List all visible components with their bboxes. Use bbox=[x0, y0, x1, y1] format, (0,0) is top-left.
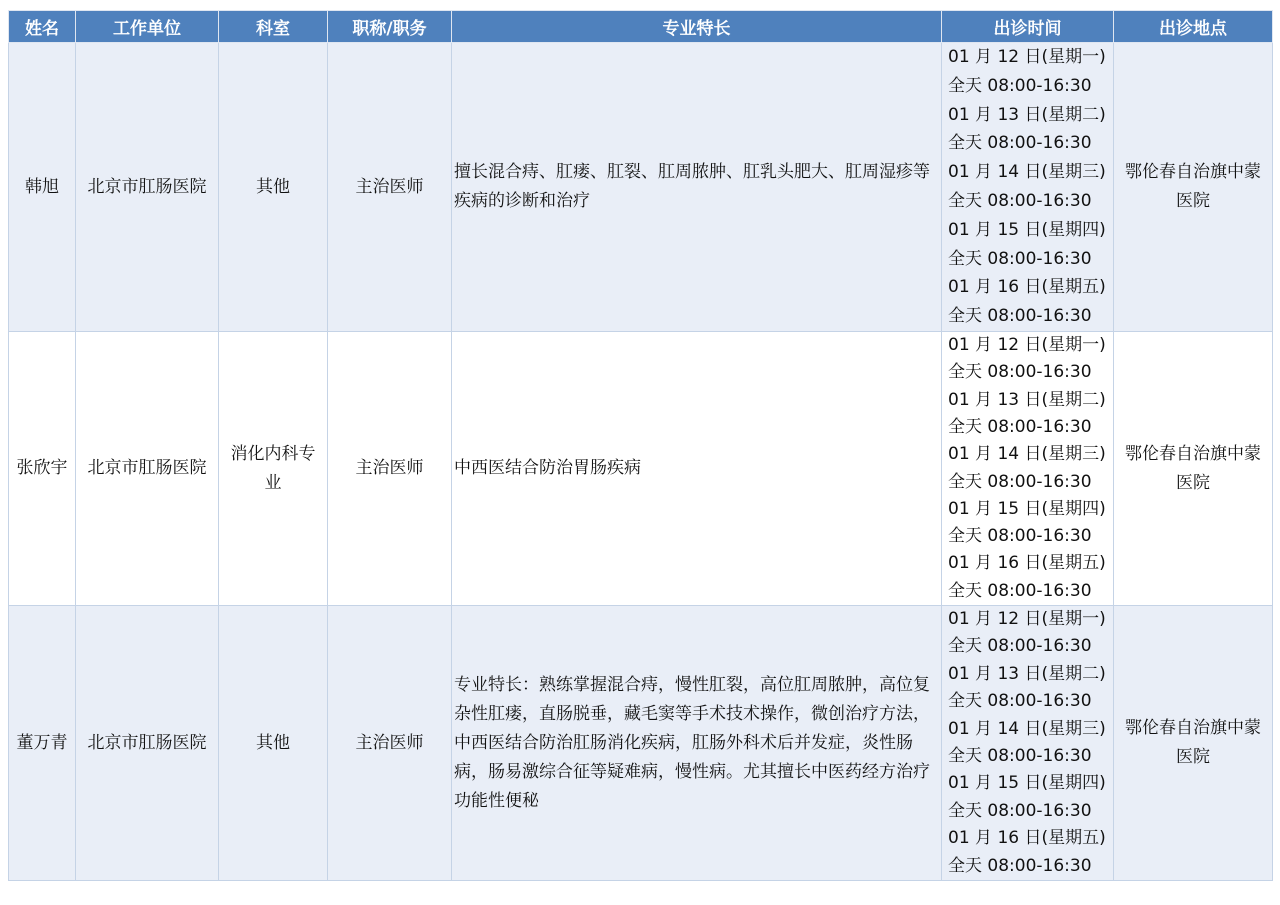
doctor-schedule-table-wrapper bbox=[8, 10, 1272, 881]
specialty: 中西医结合防治胃肠疾病 bbox=[452, 332, 942, 606]
header-name: 姓名 bbox=[9, 11, 76, 43]
job-title: 主治医师 bbox=[328, 43, 452, 332]
schedule-hours: 全天 08:00-16:30 bbox=[948, 471, 1092, 492]
header-specialty: 专业特长 bbox=[452, 11, 942, 43]
schedule-hours: 全天 08:00-16:30 bbox=[948, 691, 1092, 712]
schedule-hours: 全天 08:00-16:30 bbox=[948, 133, 1092, 154]
schedule-date: 01 月 15 日(星期四) bbox=[948, 773, 1106, 794]
doctor-name: 张欣宇 bbox=[9, 332, 76, 606]
schedule-hours: 全天 08:00-16:30 bbox=[948, 306, 1092, 327]
header-location: 出诊地点 bbox=[1114, 11, 1273, 43]
schedule-hours: 全天 08:00-16:30 bbox=[948, 636, 1092, 657]
schedule-date: 01 月 12 日(星期一) bbox=[948, 47, 1106, 68]
clinic-location: 鄂伦春自治旗中蒙医院 bbox=[1114, 606, 1273, 881]
doctor-name: 董万青 bbox=[9, 606, 76, 881]
doctor-name: 韩旭 bbox=[9, 43, 76, 332]
schedule-date: 01 月 13 日(星期二) bbox=[948, 663, 1106, 684]
specialty: 擅长混合痔、肛瘘、肛裂、肛周脓肿、肛乳头肥大、肛周湿疹等疾病的诊断和治疗 bbox=[452, 43, 942, 332]
department: 其他 bbox=[219, 606, 328, 881]
schedule-cell bbox=[942, 43, 1114, 332]
schedule-hours: 全天 08:00-16:30 bbox=[948, 362, 1092, 383]
work-unit: 北京市肛肠医院 bbox=[76, 332, 219, 606]
work-unit: 北京市肛肠医院 bbox=[76, 606, 219, 881]
schedule-hours: 全天 08:00-16:30 bbox=[948, 75, 1092, 96]
header-schedule: 出诊时间 bbox=[942, 11, 1114, 43]
schedule-date: 01 月 14 日(星期三) bbox=[948, 444, 1106, 465]
schedule-date: 01 月 12 日(星期一) bbox=[948, 335, 1106, 356]
schedule-hours: 全天 08:00-16:30 bbox=[948, 248, 1092, 269]
schedule-hours: 全天 08:00-16:30 bbox=[948, 526, 1092, 547]
header-title: 职称/职务 bbox=[328, 11, 452, 43]
schedule-date: 01 月 16 日(星期五) bbox=[948, 553, 1106, 574]
schedule-cell bbox=[942, 606, 1114, 881]
schedule-hours: 全天 08:00-16:30 bbox=[948, 855, 1092, 876]
doctor-schedule-table bbox=[8, 10, 1273, 881]
schedule-date: 01 月 13 日(星期二) bbox=[948, 104, 1106, 125]
table-header-row bbox=[9, 11, 1273, 43]
clinic-location: 鄂伦春自治旗中蒙医院 bbox=[1114, 43, 1273, 332]
schedule-hours: 全天 08:00-16:30 bbox=[948, 746, 1092, 767]
schedule-date: 01 月 16 日(星期五) bbox=[948, 277, 1106, 298]
header-dept: 科室 bbox=[219, 11, 328, 43]
job-title: 主治医师 bbox=[328, 606, 452, 881]
schedule-hours: 全天 08:00-16:30 bbox=[948, 191, 1092, 211]
schedule-date: 01 月 15 日(星期四) bbox=[948, 498, 1106, 519]
schedule-date: 01 月 13 日(星期二) bbox=[948, 389, 1106, 410]
schedule-hours: 全天 08:00-16:30 bbox=[948, 800, 1092, 821]
department: 消化内科专业 bbox=[219, 332, 328, 606]
schedule-date: 01 月 14 日(星期三) bbox=[948, 718, 1106, 739]
schedule-hours: 全天 08:00-16:30 bbox=[948, 580, 1092, 601]
department: 其他 bbox=[219, 43, 328, 332]
schedule-date: 01 月 15 日(星期四) bbox=[948, 219, 1106, 240]
table-row bbox=[9, 606, 1273, 881]
table-row bbox=[9, 43, 1273, 332]
clinic-location: 鄂伦春自治旗中蒙医院 bbox=[1114, 332, 1273, 606]
schedule-hours: 全天 08:00-16:30 bbox=[948, 416, 1092, 437]
job-title: 主治医师 bbox=[328, 332, 452, 606]
schedule-date: 01 月 14 日(星期三) bbox=[948, 162, 1106, 183]
header-unit: 工作单位 bbox=[76, 11, 219, 43]
schedule-cell bbox=[942, 332, 1114, 606]
specialty: 专业特长：熟练掌握混合痔，慢性肛裂，高位肛周脓肿，高位复杂性肛瘘，直肠脱垂，藏毛窦等手术技术操作，微创治疗方法，中西医结合防治肛肠消化疾病，肛肠外科术后并发症，炎性肠病，肠易激综合征等疑难病，慢性病。尤其擅长中医药经方治疗功能性便秘 bbox=[452, 606, 942, 881]
work-unit: 北京市肛肠医院 bbox=[76, 43, 219, 332]
schedule-date: 01 月 12 日(星期一) bbox=[948, 609, 1106, 629]
schedule-date: 01 月 16 日(星期五) bbox=[948, 828, 1106, 849]
table-row bbox=[9, 332, 1273, 606]
